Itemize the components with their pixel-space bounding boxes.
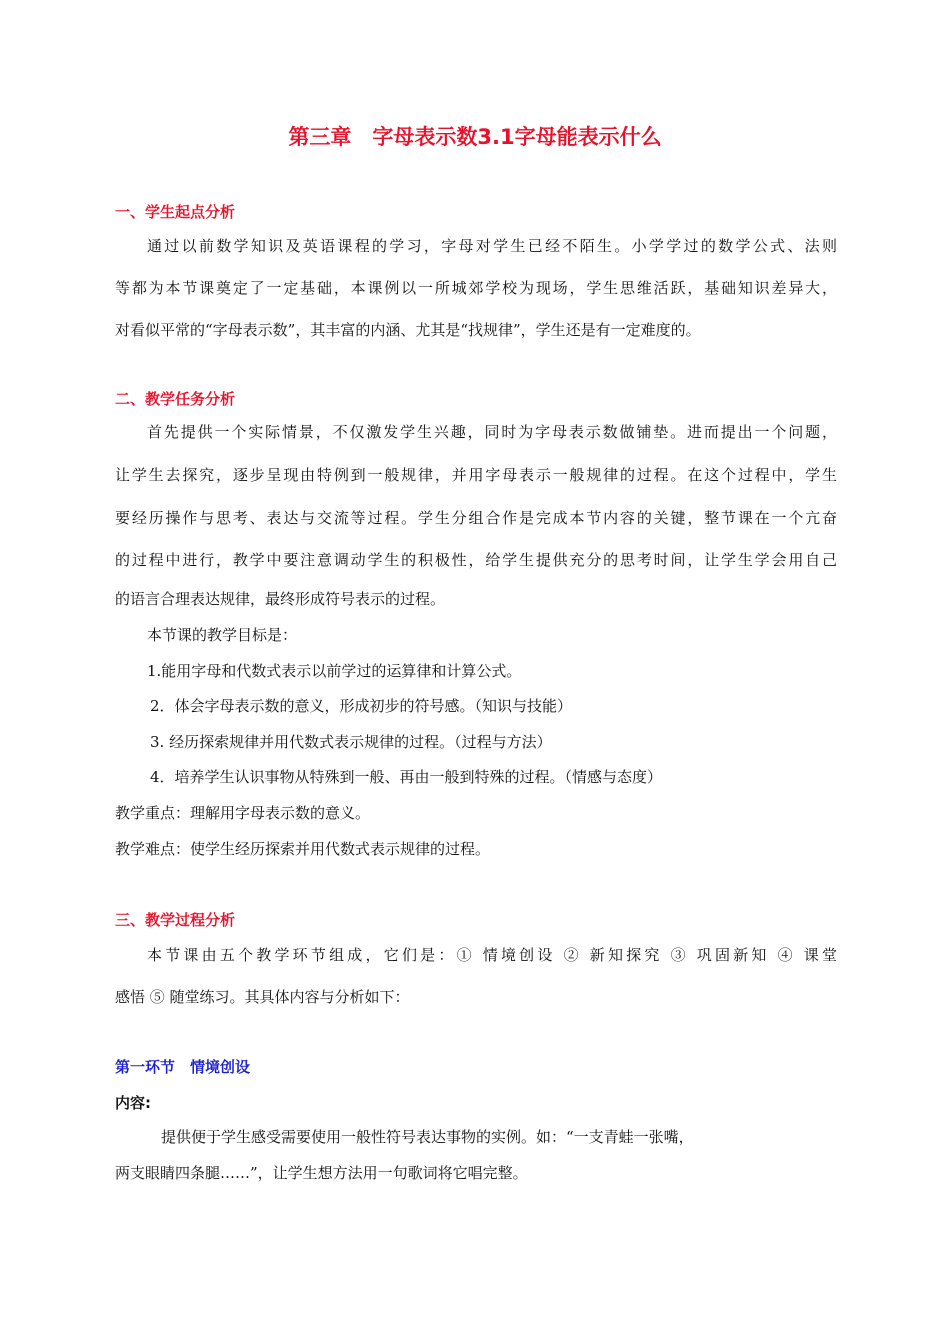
goal-item: 1.能用字母和代数式表示以前学过的运算律和计算公式。 [147,662,522,680]
paragraph-line: 的语言合理表达规律，最终形成符号表示的过程。 [115,590,446,608]
paragraph-line: 的过程中进行，教学中要注意调动学生的积极性，给学生提供充分的思考时间，让学生学会用自己 [115,551,837,569]
section-heading-task-analysis: 二、教学任务分析 [115,390,236,408]
paragraph-line: 提供便于学生感受需要使用一般性符号表达事物的实例。如：“一支青蛙一张嘴， [161,1128,694,1146]
paragraph-line: 首先提供一个实际情景，不仅激发学生兴趣，同时为字母表示数做铺垫。进而提出一个问题， [147,423,837,441]
paragraph-line: 本节课由五个教学环节组成，它们是：① 情境创设 ② 新知探究 ③ 巩固新知 ④ 课堂 [147,946,837,964]
paragraph-line: 感悟 ⑤ 随堂练习。其具体内容与分析如下： [115,988,410,1006]
content-label: 内容: [115,1094,151,1112]
section-heading-process-analysis: 三、教学过程分析 [115,911,236,929]
paragraph-line: 通过以前数学知识及英语课程的学习，字母对学生已经不陌生。小学学过的数学公式、法则 [147,237,837,255]
goals-intro: 本节课的教学目标是： [147,626,298,644]
paragraph-line: 两支眼睛四条腿……”，让学生想方法用一句歌词将它唱完整。 [115,1164,528,1182]
paragraph-line: 要经历操作与思考、表达与交流等过程。学生分组合作是完成本节内容的关键，整节课在一个亢奋 [115,509,837,527]
paragraph-line: 等都为本节课奠定了一定基础，本课例以一所城郊学校为现场，学生思维活跃，基础知识差异大， [115,279,837,297]
goal-item: 3. 经历探索规律并用代数式表示规律的过程。（过程与方法） [150,733,552,751]
difficulty-point: 教学难点：使学生经历探索并用代数式表示规律的过程。 [115,840,491,858]
paragraph-line: 让学生去探究，逐步呈现由特例到一般规律，并用字母表示一般规律的过程。在这个过程中，学生 [115,466,837,484]
stage-heading-scenario: 第一环节 情境创设 [115,1058,251,1076]
goal-item: 2．体会字母表示数的意义，形成初步的符号感。（知识与技能） [150,697,573,715]
goal-item: 4．培养学生认识事物从特殊到一般、再由一般到特殊的过程。（情感与态度） [150,768,663,786]
key-point: 教学重点：理解用字母表示数的意义。 [115,804,371,822]
paragraph-line: 对看似平常的“字母表示数”，其丰富的内涵、尤其是“找规律”，学生还是有一定难度的。 [115,321,701,339]
page-title: 第三章 字母表示数3.1字母能表示什么 [288,125,662,149]
section-heading-student-analysis: 一、学生起点分析 [115,203,236,221]
